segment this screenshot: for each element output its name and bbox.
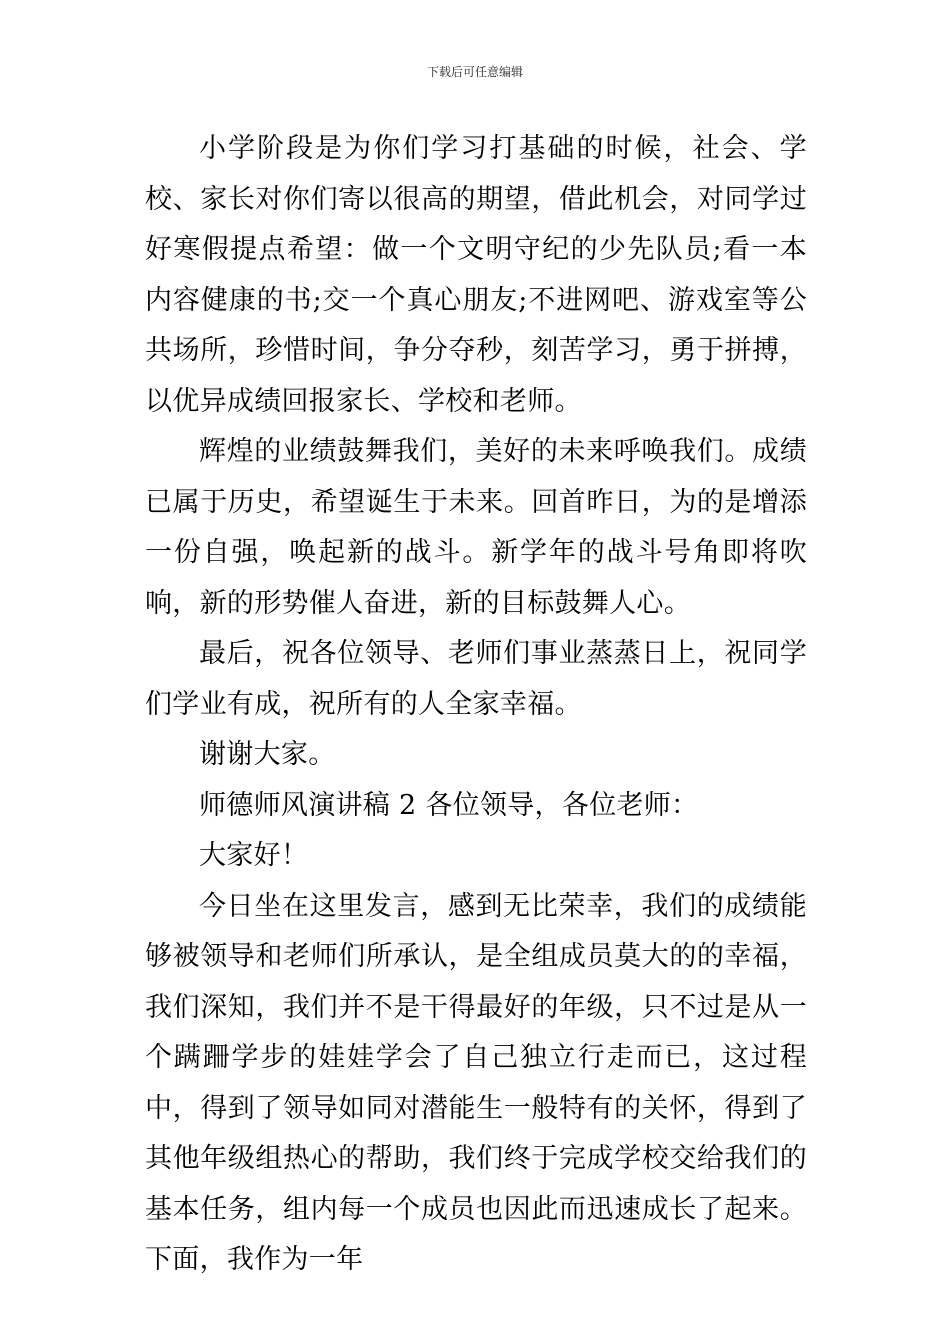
paragraph-3: 最后，祝各位领导、老师们事业蒸蒸日上，祝同学们学业有成，祝所有的人全家幸福。 (145, 638, 807, 720)
page-header: 下载后可任意编辑 (426, 65, 523, 79)
paragraph-5: 师德师风演讲稿 2 各位领导，各位老师： (199, 789, 699, 821)
paragraph-6: 大家好！ (199, 840, 309, 871)
paragraph-2: 辉煌的业绩鼓舞我们，美好的未来呼唤我们。成绩已属于历史，希望诞生于未来。回首昨日，为的是增添一份自强，唤起新的战斗。新学年的战斗号角即将吹响，新的形势催人奋进，新的目标鼓舞人心。 (145, 436, 807, 619)
document-body (145, 124, 807, 1286)
paragraph-7: 今日坐在这里发言，感到无比荣幸，我们的成绩能够被领导和老师们所承认，是全组成员莫大的的幸福，我们深知，我们并不是干得最好的年级，只不过是从一个蹒跚学步的娃娃学会了自己独立行走而已，这过程中，得到了领导如同对潜能生一般特有的关怀，得到了其他年级组热心的帮助，我们终于完成学校交给我们的基本任务，组内每一个成员也因此而迅速成长了起来。下面，我作为一年 (145, 890, 807, 1275)
paragraph-4: 谢谢大家。 (199, 739, 336, 770)
paragraph-1: 小学阶段是为你们学习打基础的时候，社会、学校、家长对你们寄以很高的期望，借此机会，对同学过好寒假提点希望：做一个文明守纪的少先队员;看一本内容健康的书;交一个真心朋友;不进网吧、游戏室等公共场所，珍惜时间，争分夺秒，刻苦学习，勇于拼搏，以优异成绩回报家长、学校和老师。 (145, 133, 807, 417)
